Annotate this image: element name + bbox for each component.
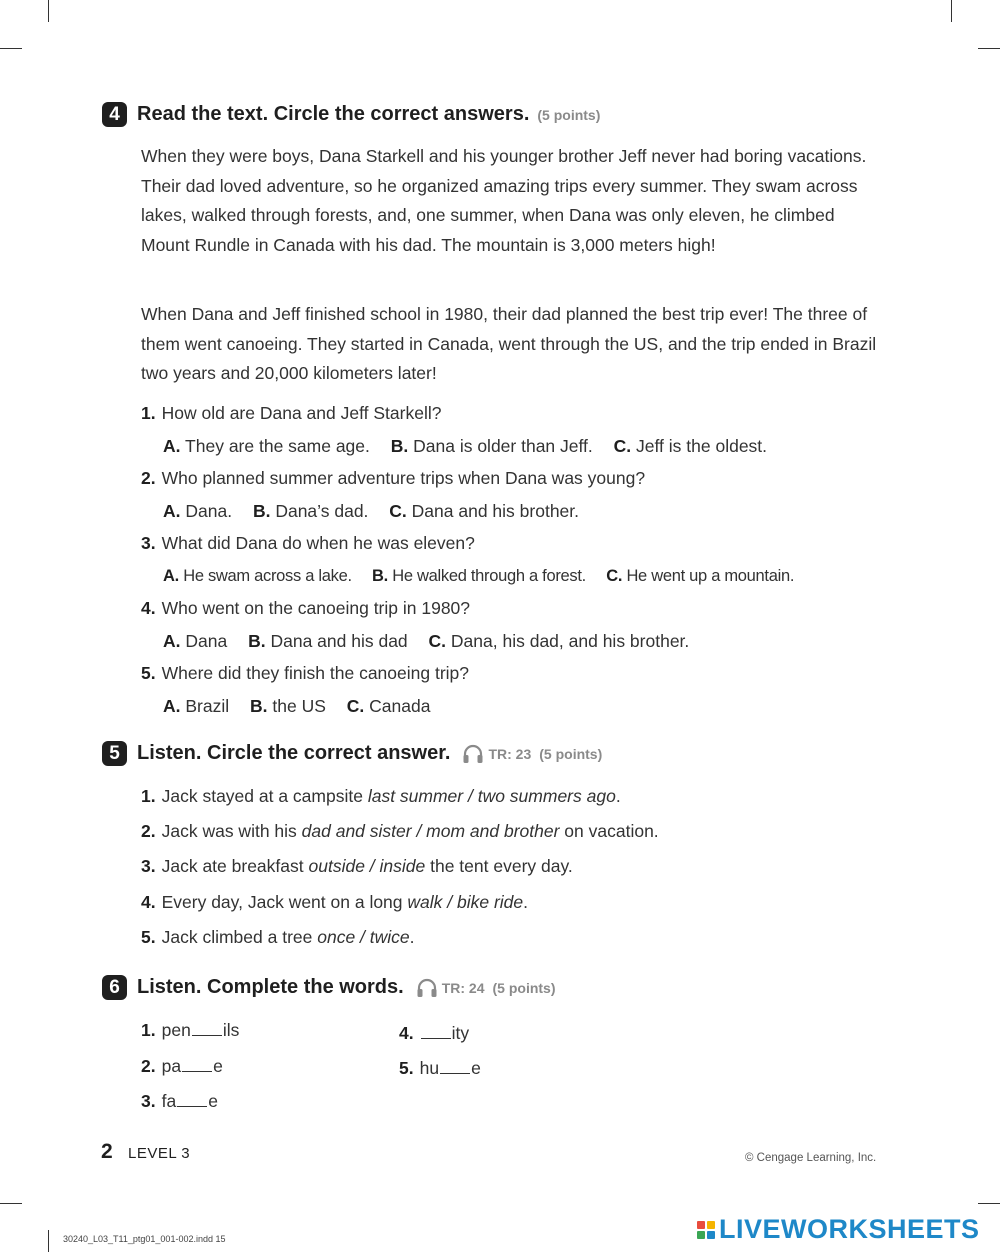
question	[141, 403, 441, 424]
liveworksheets-icon	[697, 1221, 715, 1239]
listening-item: 3. Jack ate breakfast outside / inside the tent every day.	[141, 856, 573, 876]
blank-input[interactable]	[440, 1071, 470, 1074]
answer-choice[interactable]: dad and sister / mom and brother	[301, 821, 560, 841]
listening-item: 4. Every day, Jack went on a long walk / bike ride.	[141, 892, 529, 912]
answer-options	[163, 696, 446, 717]
crop-mark	[48, 1230, 49, 1252]
crop-mark	[978, 48, 1000, 49]
question	[141, 468, 645, 489]
listening-item: 5. Jack climbed a tree once / twice.	[141, 927, 415, 947]
section-6-header	[102, 975, 556, 1000]
blank-input[interactable]	[182, 1069, 212, 1072]
crop-mark	[951, 0, 952, 22]
question-number: 3.	[141, 533, 156, 553]
points-label: (5 points)	[537, 106, 601, 123]
headphones-icon	[416, 978, 438, 998]
question-text: Who planned summer adventure trips when Dana was young?	[161, 468, 646, 488]
answer-option[interactable]: B. Dana’s dad.	[252, 501, 369, 521]
section-title: Listen. Complete the words.	[137, 976, 404, 998]
answer-option[interactable]: A. Brazil	[163, 696, 230, 716]
answer-option[interactable]: C. He went up a mountain.	[606, 567, 795, 585]
word-item: 3. fa e	[141, 1091, 218, 1111]
crop-mark	[48, 0, 49, 22]
crop-mark	[0, 48, 22, 49]
answer-option[interactable]: B. Dana and his dad	[248, 631, 408, 651]
copyright: © Cengage Learning, Inc.	[745, 1152, 877, 1164]
audio-track[interactable]	[416, 978, 485, 998]
answer-option[interactable]: A. Dana	[163, 631, 228, 651]
level-label: LEVEL 3	[128, 1145, 191, 1162]
question-text: How old are Dana and Jeff Starkell?	[161, 403, 442, 423]
answer-choice[interactable]: last summer / two summers ago	[367, 786, 616, 806]
question-number: 5.	[141, 663, 156, 683]
question-number: 2.	[141, 468, 156, 488]
points-label: (5 points)	[492, 979, 556, 996]
points-label: (5 points)	[539, 745, 603, 762]
question-text: Where did they finish the canoeing trip?	[161, 663, 470, 683]
logo-text: LIVEWORKSHEETS	[719, 1214, 980, 1244]
question-text: What did Dana do when he was eleven?	[161, 533, 475, 553]
word-item: 5. hu e	[399, 1058, 481, 1078]
section-number-badge: 6	[102, 975, 127, 1000]
section-title: Listen. Circle the correct answer.	[137, 742, 451, 764]
section-title: Read the text. Circle the correct answers.	[137, 103, 530, 125]
file-slug: 30240_L03_T11_ptg01_001-002.indd 15	[63, 1234, 226, 1244]
answer-option[interactable]: B. the US	[250, 696, 326, 716]
audio-track[interactable]	[462, 744, 531, 764]
crop-mark	[0, 1203, 22, 1204]
liveworksheets-logo[interactable]	[697, 1214, 980, 1245]
question	[141, 598, 470, 619]
word-item: 2. pa e	[141, 1056, 223, 1076]
answer-option[interactable]: C. Dana, his dad, and his brother.	[428, 631, 690, 651]
answer-option[interactable]: A. He swam across a lake.	[163, 567, 352, 585]
listening-item: 1. Jack stayed at a campsite last summer / two summers ago.	[141, 786, 621, 806]
question	[141, 663, 469, 684]
word-item: 1. pen ils	[141, 1020, 240, 1040]
listening-item: 2. Jack was with his dad and sister / mom and brother on vacation.	[141, 821, 659, 841]
answer-options	[163, 436, 783, 457]
page-number: 2	[101, 1140, 113, 1163]
answer-options	[163, 631, 705, 652]
question-number: 1.	[141, 403, 156, 423]
blank-input[interactable]	[177, 1104, 207, 1107]
section-4-header	[102, 102, 600, 127]
reading-paragraph: When they were boys, Dana Starkell and his younger brother Jeff never had boring vacations. Their dad loved adventure, so he organized amazing trips every summer. They swam across lakes, walked through forests, and, one summer, when Dana was only eleven, he climbed Mount Rundle in Canada with his dad. The mountain is 3,000 meters high!	[141, 146, 867, 255]
track-label: TR: 23	[488, 745, 532, 762]
answer-options	[163, 567, 810, 586]
answer-option[interactable]: A. They are the same age.	[163, 436, 370, 456]
answer-choice[interactable]: outside / inside	[308, 856, 426, 876]
answer-option[interactable]: A. Dana.	[163, 501, 233, 521]
answer-option[interactable]: B. Dana is older than Jeff.	[390, 436, 593, 456]
word-item: 4. ity	[399, 1023, 470, 1043]
blank-input[interactable]	[192, 1033, 222, 1036]
answer-option[interactable]: C. Jeff is the oldest.	[613, 436, 768, 456]
reading-paragraph: When Dana and Jeff finished school in 1980, their dad planned the best trip ever! The three of them went canoeing. They started in Canada, went through the US, and the trip ended in Brazil two years and 20,000 kilometers later!	[141, 304, 877, 383]
answer-options	[163, 501, 595, 522]
question-number: 4.	[141, 598, 156, 618]
answer-option[interactable]: C. Canada	[346, 696, 431, 716]
answer-choice[interactable]: once / twice	[317, 927, 410, 947]
answer-choice[interactable]: walk / bike ride	[407, 892, 524, 912]
track-label: TR: 24	[441, 979, 485, 996]
section-5-header	[102, 741, 602, 766]
answer-option[interactable]: C. Dana and his brother.	[389, 501, 580, 521]
section-number-badge: 4	[102, 102, 127, 127]
answer-option[interactable]: B. He walked through a forest.	[372, 567, 586, 585]
question-text: Who went on the canoeing trip in 1980?	[161, 598, 471, 618]
section-number-badge: 5	[102, 741, 127, 766]
question	[141, 533, 475, 554]
headphones-icon	[462, 744, 484, 764]
crop-mark	[978, 1203, 1000, 1204]
blank-input[interactable]	[421, 1036, 451, 1039]
